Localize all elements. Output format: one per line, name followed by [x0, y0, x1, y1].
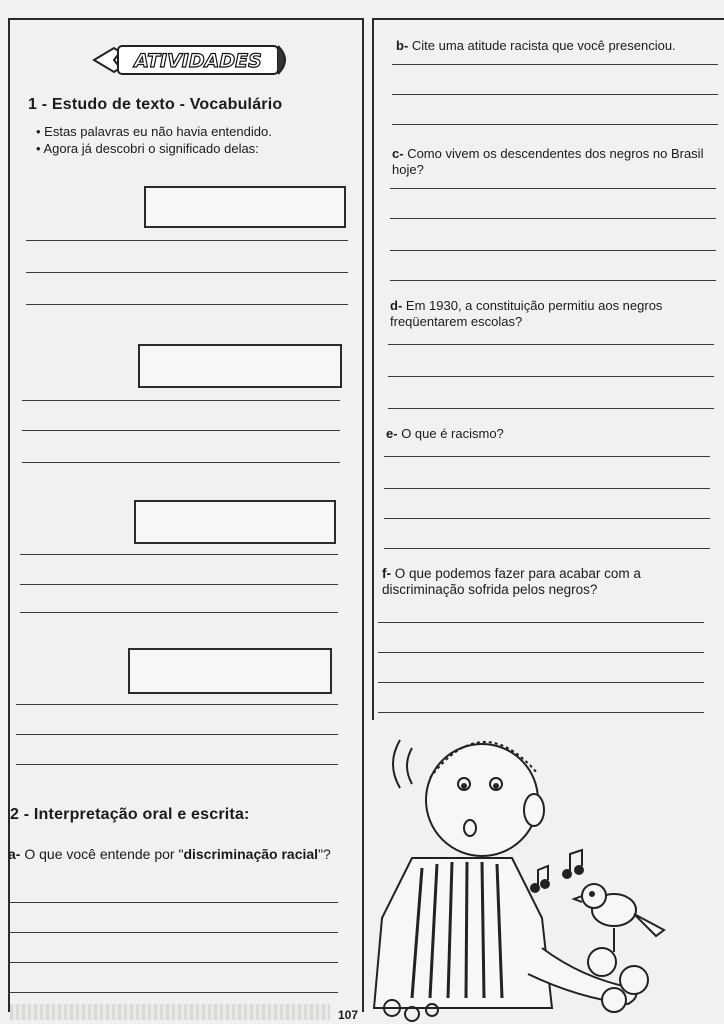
question-d-text: Em 1930, a constituição permitiu aos negros freqüentarem escolas?	[390, 298, 663, 329]
vocab-word-box-3[interactable]	[134, 500, 336, 544]
answer-line[interactable]	[22, 462, 340, 463]
question-c-letter: c-	[392, 146, 404, 161]
answer-line[interactable]	[16, 764, 338, 765]
answer-line[interactable]	[384, 456, 710, 457]
answer-line[interactable]	[392, 64, 718, 65]
boy-and-bird-illustration	[352, 718, 724, 1024]
question-a-letter: a-	[8, 846, 21, 862]
answer-line[interactable]	[26, 272, 348, 273]
answer-line[interactable]	[378, 712, 704, 713]
answer-line[interactable]	[20, 554, 338, 555]
page-number: 107	[338, 1008, 359, 1022]
answer-line[interactable]	[20, 584, 338, 585]
answer-line[interactable]	[20, 612, 338, 613]
question-d-letter: d-	[390, 298, 403, 313]
question-a-text-post: "?	[318, 846, 331, 862]
question-e	[386, 426, 712, 442]
svg-text:ATIVIDADES: ATIVIDADES	[134, 50, 262, 72]
answer-line[interactable]	[384, 488, 710, 489]
question-c-text: Como vivem os descendentes dos negros no Brasil hoje?	[392, 146, 704, 177]
question-f-text: O que podemos fazer para acabar com a discriminação sofrida pelos negros?	[382, 566, 641, 597]
question-d	[390, 298, 716, 330]
answer-line[interactable]	[22, 430, 340, 431]
question-b-text: Cite uma atitude racista que você presenciou.	[411, 38, 676, 53]
answer-line[interactable]	[378, 682, 704, 683]
bullet-2: • Agora já descobri o significado delas:	[36, 141, 259, 156]
answer-line[interactable]	[22, 400, 340, 401]
answer-line[interactable]	[392, 124, 718, 125]
answer-line[interactable]	[26, 240, 348, 241]
scan-noise-footer	[10, 1004, 330, 1020]
answer-line[interactable]	[388, 408, 714, 409]
question-f-letter: f-	[382, 566, 391, 581]
vocab-word-box-1[interactable]	[144, 186, 346, 228]
question-b-letter: b-	[396, 38, 409, 53]
question-e-text: O que é racismo?	[401, 426, 504, 441]
answer-line[interactable]	[8, 902, 338, 903]
answer-line[interactable]	[8, 962, 338, 963]
question-e-letter: e-	[386, 426, 398, 441]
section1-title: 1 - Estudo de texto - Vocabulário	[28, 96, 283, 113]
question-a-text-bold: discriminação racial	[183, 846, 319, 862]
question-b	[396, 38, 716, 54]
question-c	[392, 146, 718, 178]
answer-line[interactable]	[388, 344, 714, 345]
answer-line[interactable]	[8, 932, 338, 933]
answer-line[interactable]	[384, 548, 710, 549]
question-a	[8, 846, 338, 862]
vocab-word-box-4[interactable]	[128, 648, 332, 694]
vocab-word-box-2[interactable]	[138, 344, 342, 388]
answer-line[interactable]	[26, 304, 348, 305]
answer-line[interactable]	[384, 518, 710, 519]
answer-line[interactable]	[392, 94, 718, 95]
answer-line[interactable]	[390, 250, 716, 251]
atividades-banner-logo	[80, 30, 300, 86]
bullet-1: • Estas palavras eu não havia entendido.	[36, 124, 272, 139]
question-a-text-pre: O que você entende por "	[24, 846, 184, 862]
answer-line[interactable]	[390, 188, 716, 189]
answer-line[interactable]	[390, 280, 716, 281]
answer-line[interactable]	[388, 376, 714, 377]
answer-line[interactable]	[378, 652, 704, 653]
answer-line[interactable]	[16, 734, 338, 735]
answer-line[interactable]	[16, 704, 338, 705]
question-f	[382, 566, 708, 598]
section2-title: 2 - Interpretação oral e escrita:	[10, 806, 250, 823]
answer-line[interactable]	[390, 218, 716, 219]
answer-line[interactable]	[378, 622, 704, 623]
answer-line[interactable]	[8, 992, 338, 993]
